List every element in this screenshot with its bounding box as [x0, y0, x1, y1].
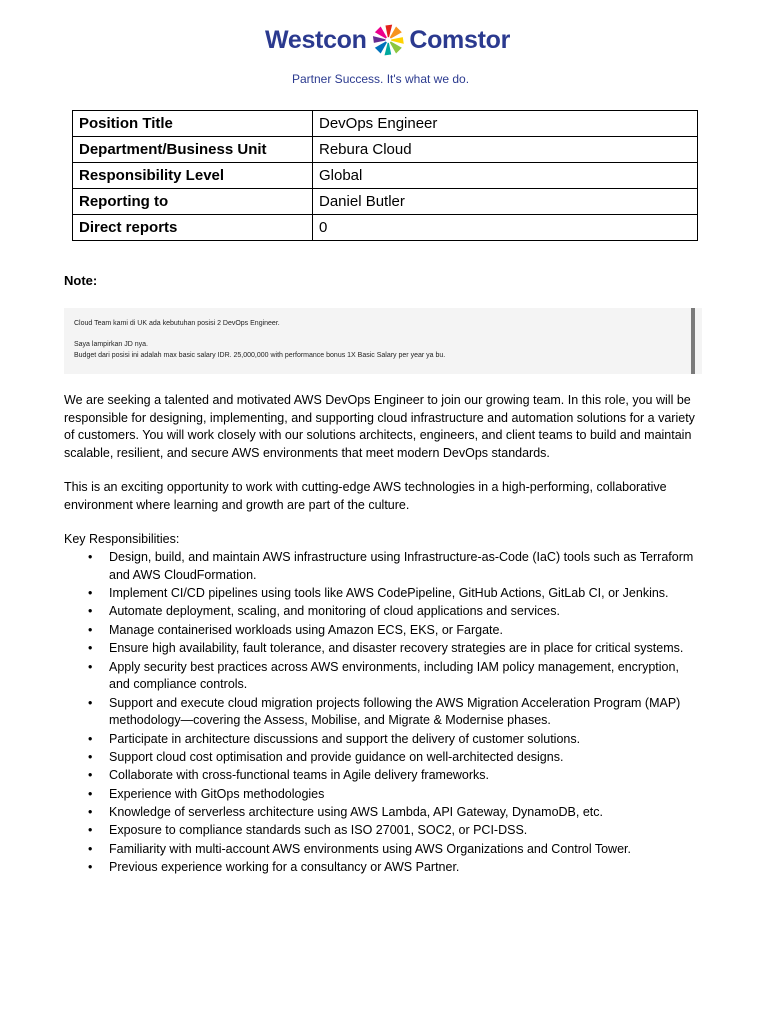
list-item-text: Support and execute cloud migration projects following the AWS Migration Acceleration Program (MAP) methodology—covering the Assess, Mobilise, and Migrate & Modernise phases. — [109, 695, 681, 728]
list-item — [88, 640, 703, 658]
list-item — [88, 603, 703, 621]
note-line: Budget dari posisi ini adalah max basic salary IDR. 25,000,000 with performance bonus 1X Basic Salary per year ya bu. — [74, 352, 446, 359]
list-item-text: Ensure high availability, fault tolerance, and disaster recovery strategies are in place for critical systems. — [109, 641, 684, 656]
list-item-text: Manage containerised workloads using Amazon ECS, EKS, or Fargate. — [109, 622, 503, 637]
list-item — [88, 859, 703, 877]
bullet-icon: • — [88, 695, 93, 710]
bullet-icon: • — [88, 749, 93, 764]
list-item-text: Apply security best practices across AWS environments, including IAM policy management, encryption, and compliance controls. — [109, 659, 679, 692]
logo-brand-left: Westcon — [265, 25, 367, 54]
intro-paragraph: We are seeking a talented and motivated AWS DevOps Engineer to join our growing team. In this role, you will be responsible for designing, implementing, and supporting cloud infrastructure and automation solutions for a variety of customers. You will work closely with our solutions architects, engineers, and client teams to build and maintain scalable, resilient, and secure AWS environments that meet modern DevOps standards. — [64, 393, 695, 460]
list-item-text: Exposure to compliance standards such as ISO 27001, SOC2, or PCI-DSS. — [109, 823, 528, 838]
list-item — [88, 731, 703, 749]
scrollbar — [691, 308, 695, 374]
logo-brand-right: Comstor — [409, 25, 510, 54]
bullet-icon: • — [88, 585, 93, 600]
list-item — [88, 549, 703, 584]
bullet-icon: • — [88, 860, 93, 875]
note-label: Note: — [64, 273, 98, 288]
field-label: Responsibility Level — [73, 163, 313, 189]
list-item-text: Experience with GitOps methodologies — [109, 786, 325, 801]
table-row — [73, 137, 698, 163]
list-item — [88, 822, 703, 840]
list-item-text: Collaborate with cross-functional teams in Agile delivery frameworks. — [109, 768, 490, 783]
list-item — [88, 585, 703, 603]
table-row — [73, 189, 698, 215]
company-logo — [265, 20, 510, 90]
list-item-text: Automate deployment, scaling, and monitoring of cloud applications and services. — [109, 604, 560, 619]
table-row — [73, 111, 698, 137]
list-item — [88, 767, 703, 785]
list-item — [88, 695, 703, 730]
bullet-icon: • — [88, 823, 93, 838]
bullet-icon: • — [88, 805, 93, 820]
list-item-text: Design, build, and maintain AWS infrastructure using Infrastructure-as-Code (IaC) tools such as Terraform and AWS CloudFormation. — [109, 550, 694, 582]
table-row — [73, 215, 698, 241]
tagline: Partner Success. It's what we do. — [292, 72, 470, 86]
list-item-text: Implement CI/CD pipelines using tools like AWS CodePipeline, GitHub Actions, GitLab CI, or Jenkins. — [109, 585, 669, 600]
field-value: Rebura Cloud — [313, 137, 698, 163]
list-item — [88, 804, 703, 822]
list-item-text: Previous experience working for a consultancy or AWS Partner. — [109, 860, 460, 875]
opportunity-paragraph: This is an exciting opportunity to work with cutting-edge AWS technologies in a high-performing, collaborative environment where learning and growth are part of the culture. — [64, 480, 667, 512]
responsibilities-list — [88, 549, 703, 878]
bullet-icon: • — [88, 641, 93, 656]
list-item-text: Participate in architecture discussions and support the delivery of customer solutions. — [109, 731, 581, 746]
list-item-text: Familiarity with multi-account AWS environments using AWS Organizations and Control Tower. — [109, 841, 631, 856]
field-label: Department/Business Unit — [73, 137, 313, 163]
list-item — [88, 841, 703, 859]
field-value: 0 — [313, 215, 698, 241]
list-item-text: Knowledge of serverless architecture using AWS Lambda, API Gateway, DynamoDB, etc. — [109, 805, 603, 820]
list-item-text: Support cloud cost optimisation and provide guidance on well-architected designs. — [109, 749, 564, 764]
bullet-icon: • — [88, 731, 93, 746]
field-label: Direct reports — [73, 215, 313, 241]
bullet-icon: • — [88, 841, 93, 856]
bullet-icon: • — [88, 622, 93, 637]
note-screenshot — [64, 308, 702, 374]
bullet-icon: • — [88, 550, 93, 564]
list-item — [88, 786, 703, 804]
list-item — [88, 622, 703, 640]
field-value: Daniel Butler — [313, 189, 698, 215]
field-label: Position Title — [73, 111, 313, 137]
responsibilities-heading: Key Responsibilities: — [64, 532, 180, 546]
bullet-icon: • — [88, 659, 93, 674]
bullet-icon: • — [88, 786, 93, 801]
bullet-icon: • — [88, 604, 93, 619]
field-value: Global — [313, 163, 698, 189]
field-label: Reporting to — [73, 189, 313, 215]
pinwheel-logo-icon — [371, 22, 406, 58]
note-line: Saya lampirkan JD nya. — [74, 341, 148, 348]
field-value: DevOps Engineer — [313, 111, 698, 137]
list-item — [88, 749, 703, 767]
note-line: Cloud Team kami di UK ada kebutuhan posisi 2 DevOps Engineer. — [74, 320, 280, 327]
bullet-icon: • — [88, 768, 93, 783]
position-info-table — [72, 110, 698, 241]
list-item — [88, 659, 703, 694]
table-row — [73, 163, 698, 189]
